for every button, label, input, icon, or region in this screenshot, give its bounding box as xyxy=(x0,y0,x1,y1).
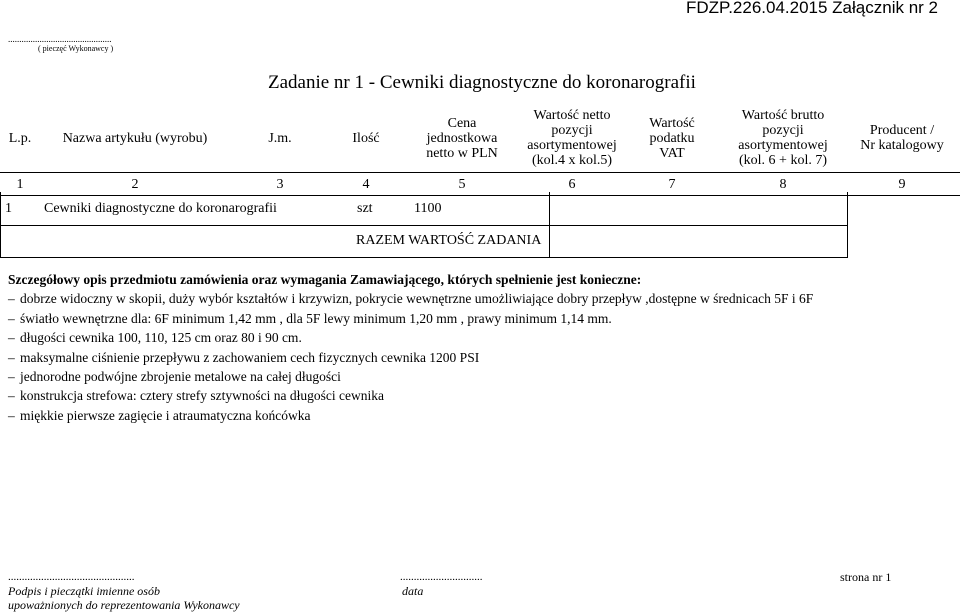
description-heading: Szczegółowy opis przedmiotu zamówienia oraz wymagania Zamawiającego, których spełnienie jest konieczne: xyxy=(8,272,642,287)
header-producer xyxy=(844,104,960,173)
row-border-right xyxy=(847,192,848,226)
header-gross-value-line: (kol. 6 + kol. 7) xyxy=(739,153,827,168)
description-item: – światło wewnętrzne dla: 6F minimum 1,42 mm , dla 5F lewy minimum 1,20 mm , prawy minimum 1,14 mm. xyxy=(8,310,612,326)
column-number: 8 xyxy=(722,173,844,196)
column-number: 7 xyxy=(622,173,722,196)
header-unit-price xyxy=(402,104,522,173)
total-border-right xyxy=(847,225,848,258)
signature-label-2: upoważnionych do reprezentowania Wykonawcy xyxy=(8,598,240,612)
header-net-value-line: (kol.4 x kol.5) xyxy=(531,153,613,168)
stamp-dots: .............................................. xyxy=(8,34,112,44)
header-name: Nazwa artykułu (wyrobu) xyxy=(62,130,208,146)
column-number: 4 xyxy=(330,173,402,196)
page-title: Zadanie nr 1 - Cewniki diagnostyczne do koronarografii xyxy=(268,72,696,93)
description-item: – jednorodne podwójne zbrojenie metalowe na całej długości xyxy=(8,369,341,385)
description-item: – konstrukcja strefowa: cztery strefy sztywności na długości cewnika xyxy=(8,388,385,404)
page-number: strona nr 1 xyxy=(840,570,892,584)
column-number: 6 xyxy=(522,173,622,196)
description-item: – miękkie pierwsze zagięcie i atraumatyczna końcówka xyxy=(8,407,311,423)
total-border-bottom-right xyxy=(549,257,848,258)
header-gross-value-line: asortymentowej xyxy=(738,138,828,153)
date-label: data xyxy=(402,584,424,598)
signature-dots: .............................................. xyxy=(8,571,135,583)
row-border-mid xyxy=(549,192,550,226)
total-border-bottom xyxy=(0,257,549,258)
header-gross-value xyxy=(722,104,844,173)
row-border-bottom xyxy=(0,225,848,226)
header-unit-price-line: jednostkowa xyxy=(426,130,498,146)
header-producer-line: Producent / xyxy=(869,123,935,138)
header-jm: J.m. xyxy=(268,130,292,146)
header-lp: L.p. xyxy=(8,130,32,146)
header-net-value-line: asortymentowej xyxy=(527,138,617,153)
header-unit-price-line: Cena xyxy=(447,115,477,131)
row-qty: 1100 xyxy=(414,201,442,216)
total-border-left xyxy=(0,225,1,257)
header-vat xyxy=(622,104,722,173)
row-lp: 1 xyxy=(5,201,12,216)
header-gross-value-line: pozycji xyxy=(762,123,804,138)
document-reference: FDZP.226.04.2015 Załącznik nr 2 xyxy=(686,0,938,17)
column-number: 1 xyxy=(0,173,40,196)
description-item: – dobrze widoczny w skopii, duży wybór kształtów i krzywizn, pokrycie wewnętrzne umożliwiające dobry przepływ ,dostępne w średnicach 5F i 6F xyxy=(8,291,814,307)
row-name: Cewniki diagnostyczne do koronarografii xyxy=(44,201,277,216)
description-item: – maksymalne ciśnienie przepływu z zachowaniem cech fizycznych cewnika 1200 PSI xyxy=(8,349,480,365)
row-border-left xyxy=(0,192,1,226)
header-vat-line: VAT xyxy=(659,145,685,161)
header-net-value-line: Wartość netto xyxy=(533,108,611,123)
row-jm: szt xyxy=(357,201,373,216)
header-vat-line: podatku xyxy=(649,130,695,146)
total-border-mid xyxy=(549,225,550,258)
column-number: 5 xyxy=(402,173,522,196)
header-gross-value-line: Wartość brutto xyxy=(741,108,825,123)
stamp-label: ( pieczęć Wykonawcy ) xyxy=(38,44,114,53)
header-producer-line: Nr katalogowy xyxy=(860,138,944,153)
description-item: – długości cewnika 100, 110, 125 cm oraz 80 i 90 cm. xyxy=(8,330,302,346)
total-label: RAZEM WARTOŚĆ ZADANIA xyxy=(356,233,542,248)
description xyxy=(8,270,813,425)
offer-table xyxy=(0,104,960,196)
column-number: 3 xyxy=(230,173,330,196)
header-unit-price-line: netto w PLN xyxy=(426,145,498,161)
header-vat-line: Wartość xyxy=(649,115,695,131)
signature-label: Podpis i pieczątki imienne osób xyxy=(8,584,160,598)
column-number: 9 xyxy=(844,173,960,196)
date-dots: .............................. xyxy=(400,571,483,583)
header-net-value xyxy=(522,104,622,173)
header-qty: Ilość xyxy=(352,130,380,146)
header-net-value-line: pozycji xyxy=(551,123,593,138)
column-number: 2 xyxy=(40,173,230,196)
